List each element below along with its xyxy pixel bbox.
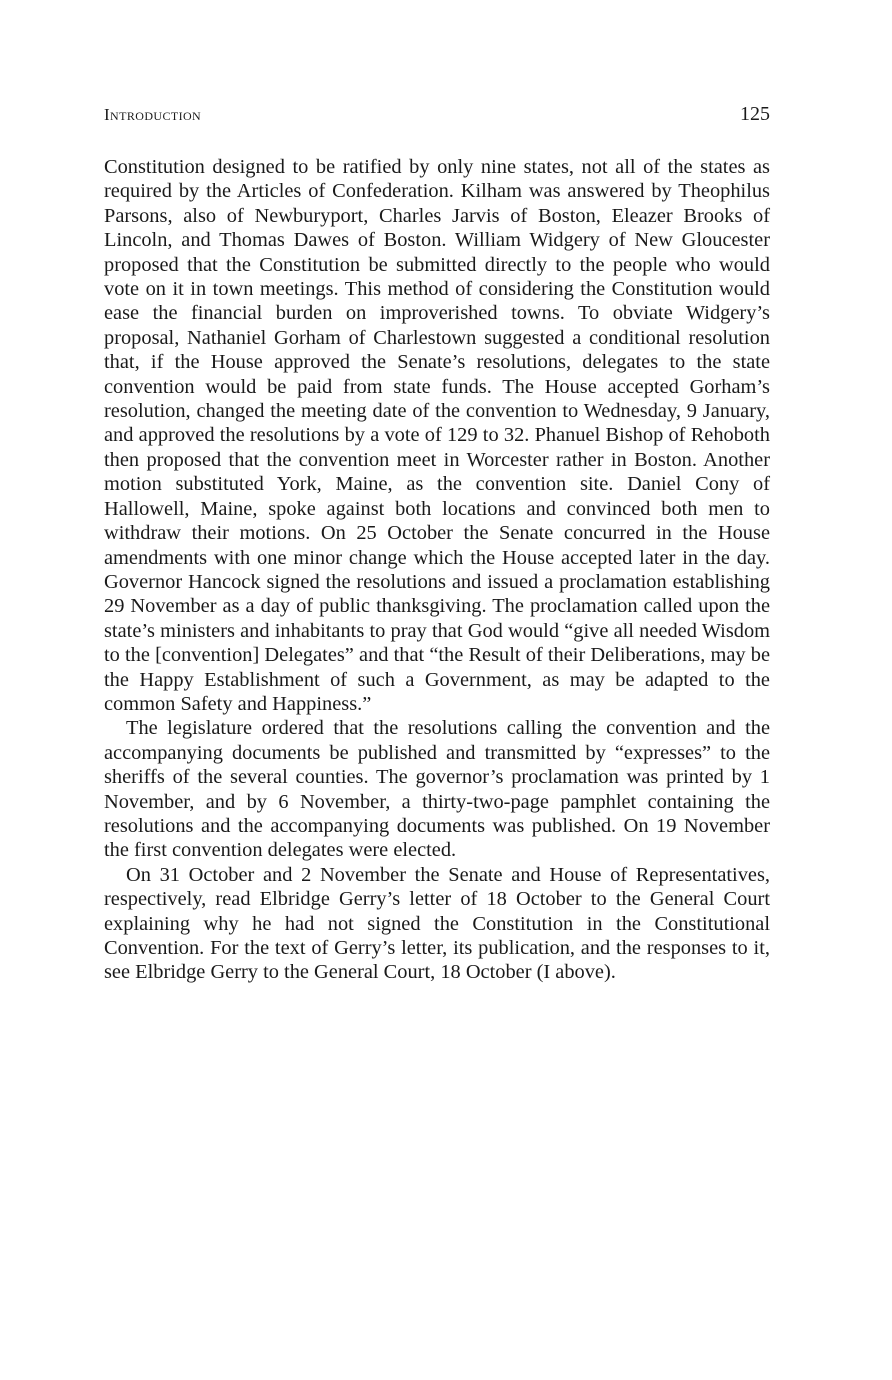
body-text [104,155,770,985]
paragraph-legislature: The legislature ordered that the resolutions calling the convention and the accompanying documents be published and transmitted by “expresses” to the sheriffs of the several counties. The governor’s proclamation was printed by 1 November, and by 6 November, a thirty-two-page pamphlet containing the resolutions and the accompanying documents was published. On 19 November the first convention delegates were elected. [104,717,770,862]
paragraph-gerry-letter: On 31 October and 2 November the Senate and House of Representatives, respectively, read Elbridge Gerry’s letter of 18 October to the General Court explaining why he had not signed the Constitution in the Constitutional Convention. For the text of Gerry’s letter, its publication, and the responses to it, see Elbridge Gerry to the General Court, 18 October (I above). [104,863,770,984]
running-title: Introduction [104,105,202,124]
running-head [104,103,770,137]
page-number: 125 [740,103,770,125]
document-page [104,103,770,985]
paragraph-continued: Constitution designed to be ratified by only nine states, not all of the states as required by the Articles of Confederation. Kilham was answered by Theophilus Parsons, also of Newburyport, Charles Jarvis of Boston, Eleazer Brooks of Lincoln, and Thomas Dawes of Boston. William Widgery of New Gloucester proposed that the Constitution be submitted directly to the people who would vote on it in town meetings. This method of considering the Constitution would ease the financial burden on improverished towns. To obviate Widgery’s proposal, Nathaniel Gorham of Charlestown suggested a conditional resolution that, if the House approved the Senate’s resolutions, delegates to the state convention would be paid from state funds. The House accepted Gorham’s resolution, changed the meeting date of the convention to Wednesday, 9 January, and approved the resolutions by a vote of 129 to 32. Phanuel Bishop of Rehoboth then proposed that the convention meet in Worcester rather in Boston. Another motion substituted York, Maine, as the convention site. Daniel Cony of Hallowell, Maine, spoke against both locations and convinced both men to withdraw their motions. On 25 October the Senate concurred in the House amendments with one minor change which the House accepted later in the day. Governor Hancock signed the resolutions and issued a proclamation establishing 29 November as a day of public thanksgiving. The proclamation called upon the state’s ministers and inhabitants to pray that God would “give all needed Wisdom to the [convention] Delegates” and that “the Result of their Deliberations, may be the Happy Establishment of such a Government, as may be adapted to the common Safety and Happiness.” [104,156,770,715]
